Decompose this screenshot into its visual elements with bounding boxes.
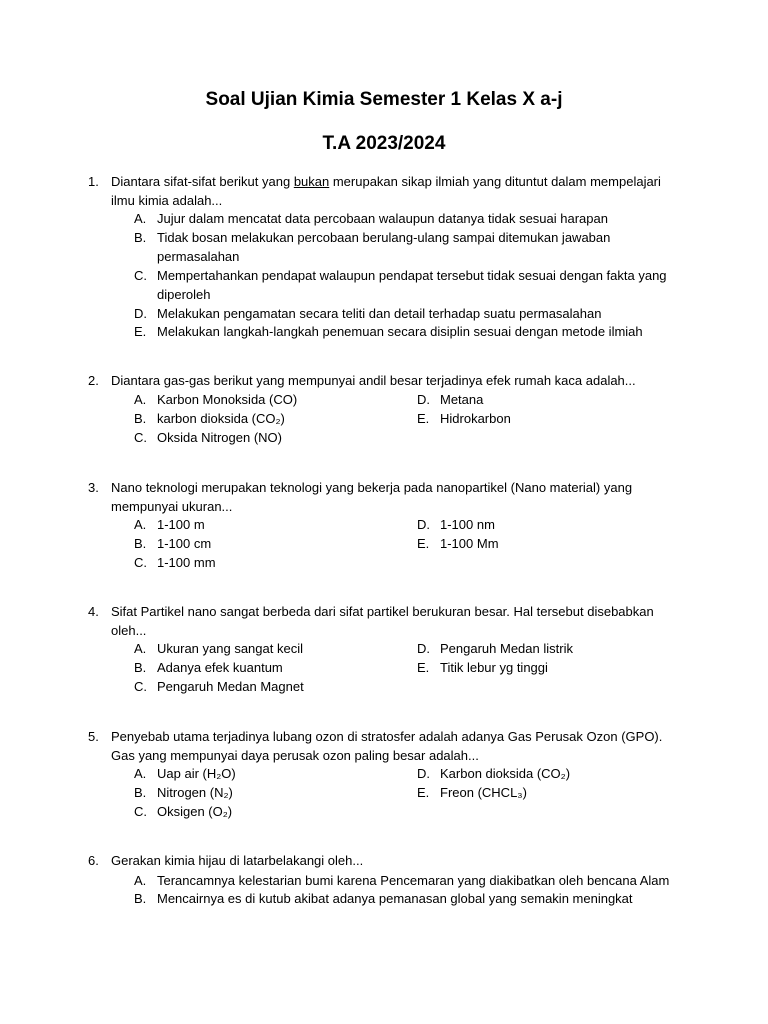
question-number: 6.: [88, 853, 99, 868]
answer-option: [134, 428, 282, 447]
option-letter: B.: [134, 411, 147, 426]
question-text: Penyebab utama terjadinya lubang ozon di stratosfer adalah adanya Gas Perusak Ozon (GPO). Gas yang mempunyai daya perusak ozon paling besar adalah...: [111, 729, 663, 763]
question-text: Diantara gas-gas berikut yang mempunyai andil besar terjadinya efek rumah kaca adalah...: [111, 373, 636, 388]
option-text: Pengaruh Medan listrik: [440, 641, 573, 656]
option-letter: A.: [134, 873, 147, 888]
answer-option: [134, 889, 717, 908]
answer-option: [417, 515, 495, 534]
answer-option: [134, 783, 233, 802]
page-title: Soal Ujian Kimia Semester 1 Kelas X a-j: [205, 89, 563, 110]
option-text: Tidak bosan melakukan percobaan berulang-ulang sampai ditemukan jawaban permasalahan: [157, 230, 611, 264]
option-text: Melakukan langkah-langkah penemuan secara disiplin sesuai dengan metode ilmiah: [157, 324, 643, 339]
option-text: Hidrokarbon: [440, 411, 511, 426]
option-text: Karbon dioksida (CO₂): [440, 766, 571, 781]
answer-option: [134, 322, 697, 341]
question-text-part: merupakan sikap ilmiah yang dituntut dalam mempelajari ilmu kimia adalah...: [111, 174, 661, 208]
answer-option: [134, 534, 211, 553]
option-text: Pengaruh Medan Magnet: [157, 679, 304, 694]
option-text: Nitrogen (N₂): [157, 785, 233, 800]
answer-option: [134, 871, 717, 890]
option-letter: D.: [417, 641, 430, 656]
underlined-word: bukan: [293, 174, 330, 189]
answer-option: [134, 409, 285, 428]
academic-year: T.A 2023/2024: [322, 133, 446, 154]
option-letter: C.: [134, 268, 147, 283]
option-letter: A.: [134, 641, 147, 656]
question-number: 3.: [88, 480, 99, 495]
answer-option: [134, 802, 232, 821]
answer-option: [134, 304, 677, 323]
option-text: Uap air (H₂O): [157, 766, 236, 781]
question-number: 5.: [88, 729, 99, 744]
option-letter: E.: [417, 411, 430, 426]
option-letter: D.: [417, 517, 430, 532]
answer-option: [134, 515, 205, 534]
option-letter: A.: [134, 766, 147, 781]
answer-option: [134, 677, 304, 696]
option-text: 1-100 nm: [440, 517, 495, 532]
answer-option: [417, 764, 570, 783]
option-text: Freon (CHCL₃): [440, 785, 527, 800]
question-text: Nano teknologi merupakan teknologi yang bekerja pada nanopartikel (Nano material) yang mempunyai ukuran...: [111, 480, 633, 514]
question-number: 2.: [88, 373, 99, 388]
option-letter: C.: [134, 430, 147, 445]
answer-option: [134, 209, 657, 228]
option-text: Mempertahankan pendapat walaupun pendapat tersebut tidak sesuai dengan fakta yang diperoleh: [157, 268, 667, 302]
answer-option: [417, 390, 483, 409]
answer-option: [134, 390, 297, 409]
option-letter: E.: [417, 536, 430, 551]
answer-option: [134, 639, 303, 658]
option-letter: B.: [134, 891, 147, 906]
option-text: karbon dioksida (CO₂): [157, 411, 285, 426]
answer-option: [417, 783, 527, 802]
question-text: Sifat Partikel nano sangat berbeda dari sifat partikel berukuran besar. Hal tersebut disebabkan oleh...: [111, 604, 654, 638]
option-text: 1-100 Mm: [440, 536, 499, 551]
answer-option: [417, 409, 511, 428]
option-text: Titik lebur yg tinggi: [440, 660, 548, 675]
option-text: Jujur dalam mencatat data percobaan walaupun datanya tidak sesuai harapan: [157, 211, 608, 226]
option-letter: D.: [417, 766, 430, 781]
answer-option: [134, 658, 283, 677]
option-text: Terancamnya kelestarian bumi karena Pencemaran yang diakibatkan oleh bencana Alam: [157, 873, 670, 888]
option-text: 1-100 cm: [157, 536, 212, 551]
option-text: 1-100 m: [157, 517, 205, 532]
option-letter: E.: [417, 785, 430, 800]
option-letter: C.: [134, 679, 147, 694]
option-letter: B.: [134, 230, 147, 245]
option-letter: C.: [134, 555, 147, 570]
option-text: Oksida Nitrogen (NO): [157, 430, 282, 445]
option-letter: E.: [134, 324, 147, 339]
answer-option: [134, 553, 216, 572]
option-letter: A.: [134, 211, 147, 226]
question-number: 4.: [88, 604, 99, 619]
answer-option: [417, 658, 548, 677]
option-text: Adanya efek kuantum: [157, 660, 283, 675]
answer-option: [134, 266, 672, 304]
option-text: Metana: [440, 392, 484, 407]
option-text: Karbon Monoksida (CO): [157, 392, 298, 407]
answer-option: [134, 228, 637, 266]
option-letter: C.: [134, 804, 147, 819]
question-text: [111, 172, 681, 210]
option-text: Ukuran yang sangat kecil: [157, 641, 303, 656]
option-text: Mencairnya es di kutub akibat adanya pemanasan global yang semakin meningkat: [157, 891, 633, 906]
question-number: 1.: [88, 174, 99, 189]
option-letter: D.: [417, 392, 430, 407]
question-text-part: Diantara sifat-sifat berikut yang: [111, 174, 294, 189]
answer-option: [417, 534, 499, 553]
option-text: Oksigen (O₂): [157, 804, 233, 819]
option-text: 1-100 mm: [157, 555, 216, 570]
option-letter: A.: [134, 517, 147, 532]
question-text: Gerakan kimia hijau di latarbelakangi oleh...: [111, 853, 364, 868]
option-letter: B.: [134, 536, 147, 551]
answer-option: [417, 639, 573, 658]
option-letter: E.: [417, 660, 430, 675]
answer-option: [134, 764, 236, 783]
option-letter: B.: [134, 660, 147, 675]
option-text: Melakukan pengamatan secara teliti dan detail terhadap suatu permasalahan: [157, 306, 602, 321]
option-letter: B.: [134, 785, 147, 800]
option-letter: D.: [134, 306, 147, 321]
option-letter: A.: [134, 392, 147, 407]
